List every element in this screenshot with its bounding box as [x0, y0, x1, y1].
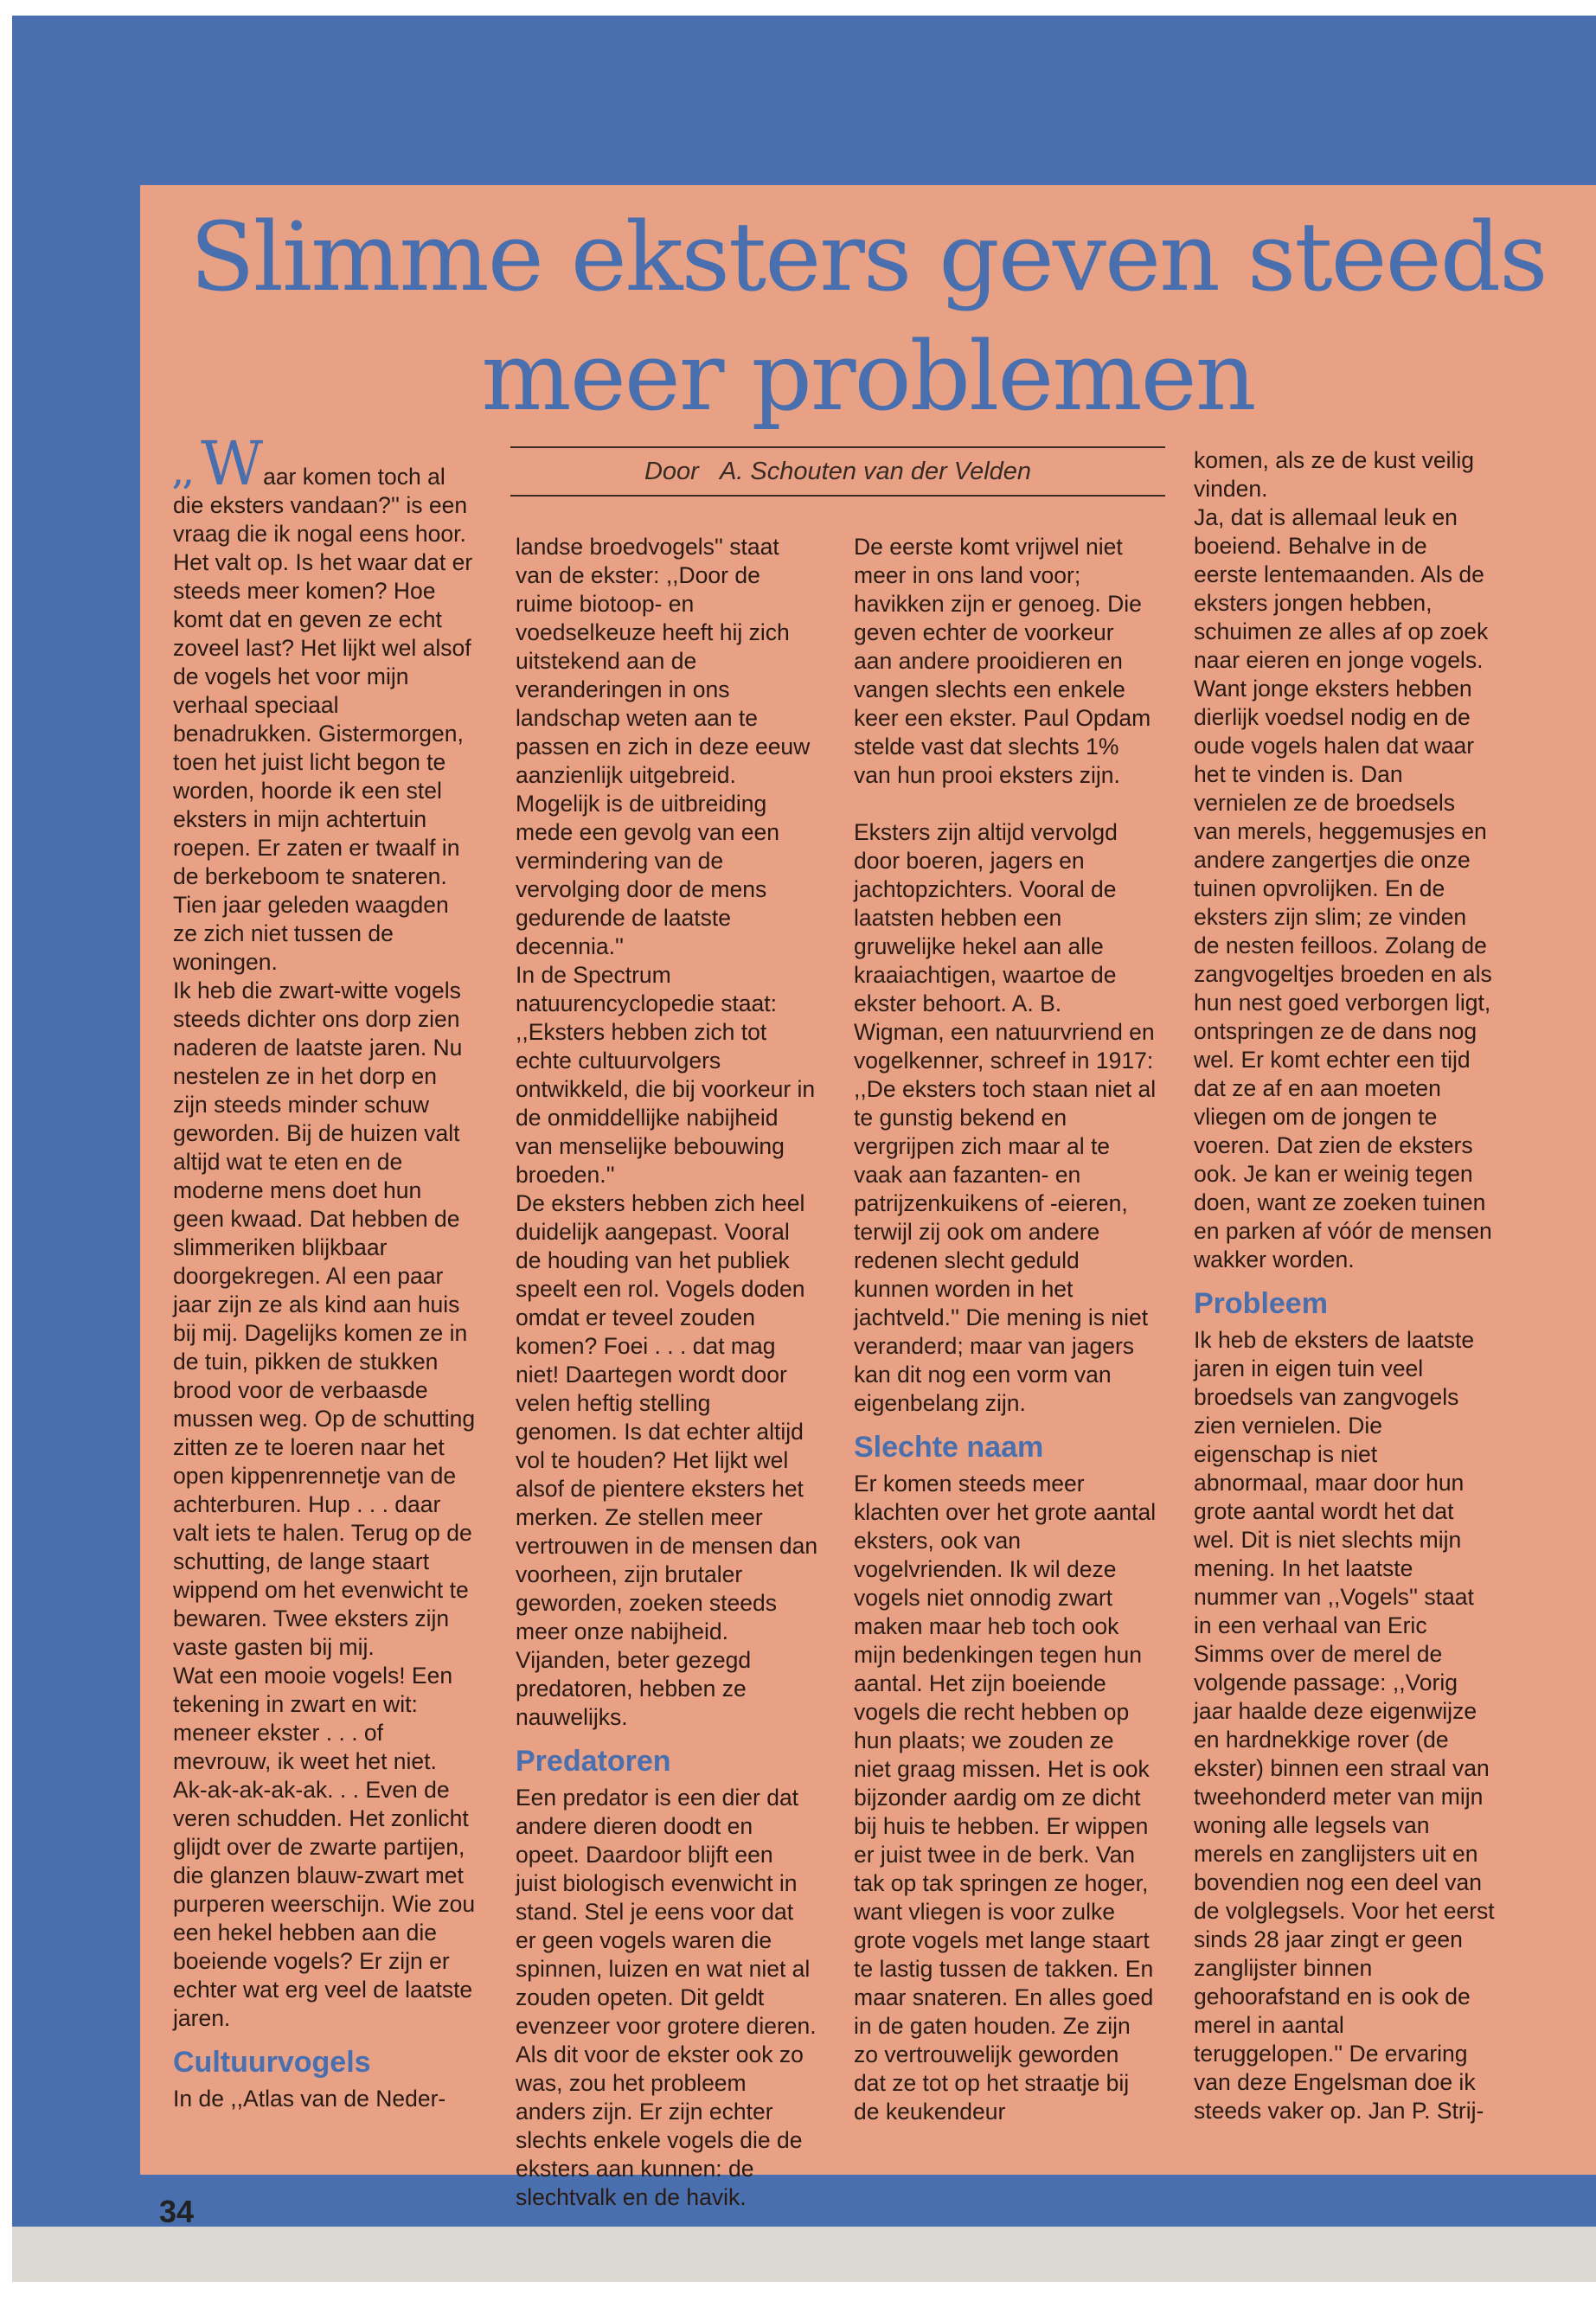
paragraph: Wat een mooie vogels! Een tekening in zwart en wit: meneer ekster . . . of mevrouw, ik weet het niet. Ak-ak-ak-ak-ak. . . Even de veren schudden. Het zonlicht glijdt over de zwarte partijen, die glanzen blauw-zwart met purperen weerschijn. Wie zou een hekel hebben aan die boeiende vogels? Er zijn er echter wat erg veel de laatste jaren. [173, 1663, 476, 2031]
drop-cap [173, 428, 264, 499]
paragraph: komen, als ze de kust veilig vinden. [1194, 447, 1475, 502]
paragraph: Eksters zijn altijd vervolgd door boeren, jagers en jachtopzichters. Vooral de laatsten hebben een gruwelijke hekel aan alle kraaiachtigen, waartoe de ekster behoort. A. B. Wigman, een natuurvriend en vogelkenner, schreef in 1917: ,,De eksters toch staan niet al te gunstig bekend en vergrijpen zich maar al te vaak aan fazanten- en patrijzenkuikens of -eieren, terwijl zij ook om andere redenen slecht geduld kunnen worden in het jachtveld.'' Die mening is niet veranderd; maar van jagers kan dit nog een vorm van eigenbelang zijn. [854, 819, 1157, 1416]
byline-author: A. Schouten van der Velden [719, 458, 1032, 485]
paragraph: De eerste komt vrijwel niet meer in ons land voor; havikken zijn er genoeg. Die geven echter de voorkeur aan andere prooidieren en vangen slechts een enkele keer een ekster. Paul Opdam stelde vast dat slechts 1% van hun prooi eksters zijn. [854, 534, 1151, 788]
paragraph: Ik heb die zwart-witte vogels steeds dichter ons dorp zien naderen de laatste jaren. Nu nestelen ze in het dorp en zijn steeds minder schuw geworden. Bij de huizen valt altijd wat te eten en de moderne mens doet hun geen kwaad. Dat hebben de slimmeriken blijkbaar doorgekregen. Al een paar jaar zijn ze als kind aan huis bij mij. Dagelijks komen ze in de tuin, pikken de stukken brood voor de verbaasde mussen weg. Op de schutting zitten ze te loeren naar het open kippenrennetje van de achterburen. Hup . . . daar valt iets te halen. Terug op de schutting, de lange staart wippend om het evenwicht te bewaren. Twee eksters zijn vaste gasten bij mij. [173, 977, 476, 1660]
paragraph: Er komen steeds meer klachten over het grote aantal eksters, ook van vogelvrienden. Ik wil deze vogels niet onnodig zwart maken maar heb toch ook mijn bedenkingen tegen hun aantal. Het zijn boeiende vogels die recht hebben op hun plaats; we zouden ze niet graag missen. Het is ook bijzonder aardig om ze dicht bij huis te hebben. Er wippen er juist twee in de berk. Van tak op tak springen ze hoger, want vliegen is voor zulke grote vogels met lange staart te lastig tussen de takken. En maar snateren. En alles goed in de gaten houden. Ze zijn zo vertrouwelijk geworden dat ze tot op het straatje bij de keukendeur [854, 1471, 1157, 2125]
paragraph: Ik heb de eksters de laatste jaren in eigen tuin veel broedsels van zangvogels zien vernielen. Die eigenschap is niet abnormaal, maar door hun grote aantal wordt het dat wel. Dit is niet slechts mijn mening. In het laatste nummer van ,,Vogels'' staat in een verhaal van Eric Simms over de merel de volgende passage: ,,Vorig jaar haalde deze eigenwijze en hardnekkige rover (de ekster) binnen een straal van tweehonderd meter van mijn woning alle legsels van merels en zanglijsters uit en bovendien nog een deel van de volglegsels. Voor het eerst sinds 28 jaar zingt er geen zanglijster binnen gehoorafstand en is ook de merel in aantal teruggelopen.'' De ervaring van deze Engelsman doe ik steeds vaker op. Jan P. Strij- [1194, 1327, 1495, 2124]
drop-letter: W [201, 428, 264, 499]
paragraph: De eksters hebben zich heel duidelijk aangepast. Vooral de houding van het publiek speelt een rol. Vogels doden omdat er teveel zouden komen? Foei . . . dat mag niet! Daartegen wordt door velen heftig stelling genomen. Is dat echter altijd vol te houden? Het lijkt wel alsof de pientere eksters het merken. Ze stellen meer vertrouwen in de mensen dan voorheen, zijn brutaler geworden, zoeken steeds meer onze nabijheid. Vijanden, beter gezegd predatoren, hebben ze nauwelijks. [516, 1190, 818, 1730]
column-4 [1194, 446, 1497, 2125]
page [12, 16, 1596, 2282]
byline-box [510, 446, 1165, 497]
paragraph: Ja, dat is allemaal leuk en boeiend. Behalve in de eerste lentemaanden. Als de eksters jongen hebben, schuimen ze alles af op zoek naar eieren en jonge vogels. Want jonge eksters hebben dierlijk voedsel nodig en de oude vogels halen dat waar het te vinden is. Dan vernielen ze de broedsels van merels, heggemusjes en andere zangertjes die onze tuinen opvrolijken. En de eksters zijn slim; ze vinden de nesten feilloos. Zolang de zangvogeltjes broeden en als hun nest goed verborgen ligt, ontspringen ze de dans nog wel. Er komt echter een tijd dat ze af en aan moeten vliegen om de jongen te voeren. Dat zien de eksters ook. Je kan er weinig tegen doen, want ze zoeken tuinen en parken af vóór de mensen wakker worden. [1194, 504, 1492, 1272]
subheading-probleem: Probleem [1194, 1287, 1328, 1320]
column-1 [173, 428, 476, 2113]
paragraph [173, 428, 476, 977]
byline [510, 448, 1165, 495]
byline-prefix: Door [644, 458, 699, 485]
paragraph: In de Spectrum natuurencyclopedie staat: ,,Eksters hebben zich tot echte cultuurvolgers ontwikkeld, die bij voorkeur in de onmiddellijke nabijheid van menselijke bebouwing broeden.'' [516, 962, 816, 1188]
paragraph: In de ,,Atlas van de Neder- [173, 2086, 446, 2112]
subheading-slechte-naam: Slechte naam [854, 1431, 1044, 1464]
byline-rule-bottom [510, 495, 1165, 497]
article-panel [140, 185, 1596, 2210]
subheading-predatoren: Predatoren [516, 1745, 671, 1778]
paragraph: landse broedvogels'' staat van de ekster: ,,Door de ruime biotoop- en voedselkeuze heeft hij zich uitstekend aan de veranderingen in ons landschap weten aan te passen en zich in deze eeuw aanzienlijk uitgebreid. Mogelijk is de uitbreiding mede een gevolg van een vermindering van de vervolging door de mens gedurende de laatste decennia.'' [516, 534, 811, 959]
column-3 [854, 533, 1157, 2126]
article-title: Slimme eksters geven steeds meer problemen [189, 202, 1547, 432]
subheading-cultuurvogels: Cultuurvogels [173, 2046, 371, 2079]
paragraph-text: aar komen toch al die eksters vandaan?'' is een vraag die ik nogal eens hoor. Het valt op. Is het waar dat er steeds meer komen? Hoe komt dat en geven ze echt zoveel last? Het lijkt wel alsof de vogels het voor mijn verhaal speciaal benadrukken. Gistermorgen, toen het juist licht begon te worden, hoorde ik een stel eksters in mijn achtertuin roepen. Er zaten er twaalf in de berkeboom te snateren. Tien jaar geleden waagden ze zich niet tussen de woningen. [173, 464, 473, 975]
paragraph: Een predator is een dier dat andere dieren doodt en opeet. Daardoor blijft een juist biologisch evenwicht in stand. Stel je eens voor dat er geen vogels waren die spinnen, luizen en wat niet al zouden opeten. Dit geldt evenzeer voor grotere dieren. Als dit voor de ekster ook zo was, zou het probleem anders zijn. Er zijn echter slechts enkele vogels die de eksters aan kunnen: de slechtvalk en de havik. [516, 1785, 817, 2210]
column-2 [516, 533, 818, 2212]
opening-quote: ,, [173, 458, 194, 492]
page-number: 34 [159, 2194, 195, 2229]
